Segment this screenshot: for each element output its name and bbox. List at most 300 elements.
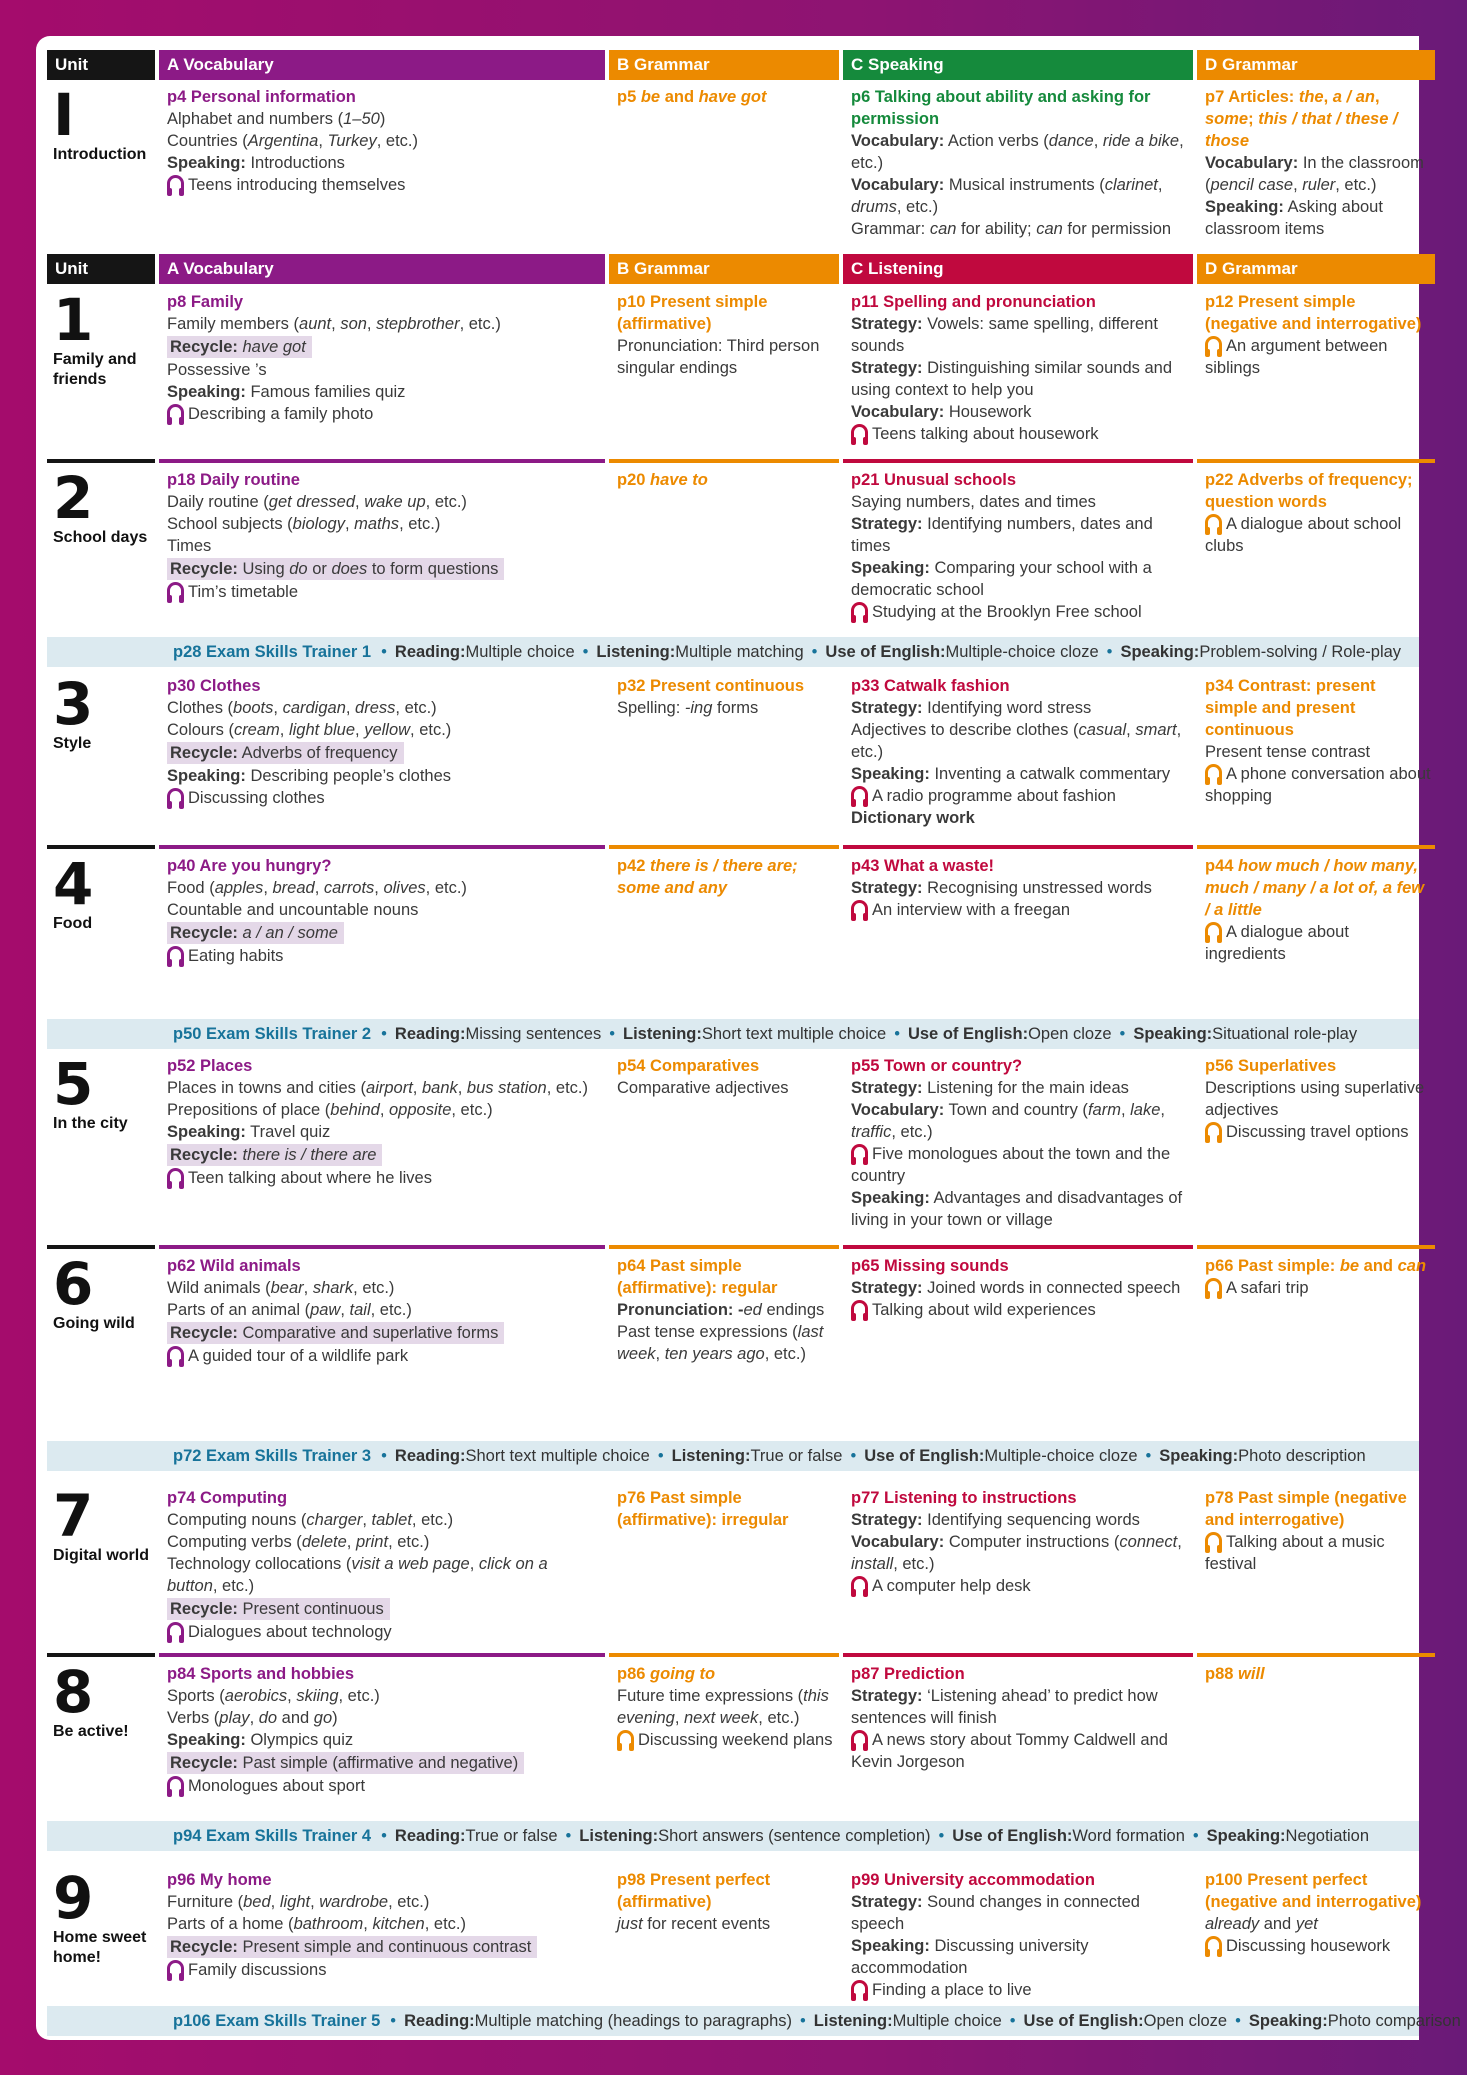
lesson-line: Speaking: Comparing your school with a democratic school: [851, 559, 1152, 599]
headphones-icon: [167, 404, 184, 421]
lesson-line: Strategy: Identifying word stress: [851, 699, 1092, 717]
lesson-line: Talking about wild experiences: [851, 1299, 1189, 1321]
lesson-line: A radio programme about fashion: [851, 785, 1189, 807]
lesson-line: just for recent events: [617, 1915, 771, 1933]
unit-col-d: [1197, 1653, 1435, 1797]
lesson-line: Speaking: Introductions: [167, 154, 345, 172]
lesson-line: Strategy: Identifying numbers, dates and times: [851, 515, 1153, 555]
exam-skills-trainer-bar: [47, 1821, 1419, 1851]
trainer-skill-label: Listening:: [671, 1446, 751, 1465]
recycle-line: Recycle: Using do or does to form questions: [167, 557, 601, 581]
lesson-title: p96 My home: [167, 1871, 272, 1889]
bullet-separator: •: [1192, 1826, 1199, 1845]
trainer-skill-value: Multiple-choice cloze: [984, 1446, 1138, 1465]
unit-row: [47, 1245, 1427, 1367]
unit-col-d: [1197, 1863, 1435, 2001]
unit-number: 5: [53, 1050, 94, 1118]
recycle-line: Recycle: have got: [167, 335, 601, 359]
lesson-line: Vocabulary: Computer instructions (connect, install, etc.): [851, 1533, 1182, 1573]
lesson-line: Pronunciation: -ed endings: [617, 1301, 825, 1319]
lesson-line: Discussing weekend plans: [617, 1729, 835, 1751]
lesson-line: Discussing clothes: [167, 787, 601, 809]
lesson-title: p64 Past simple (affirmative): regular: [617, 1257, 778, 1297]
unit-col-d: [1197, 669, 1435, 829]
lesson-title: p44 how much / how many, much / many / a lot of, a few / a little: [1205, 857, 1425, 919]
unit-col-b: [609, 1653, 839, 1797]
lesson-title: p74 Computing: [167, 1489, 288, 1507]
lesson-title: p11 Spelling and pronunciation: [851, 293, 1096, 311]
lesson-title: p86 going to: [617, 1665, 716, 1683]
trainer-skill-label: Speaking:: [1159, 1446, 1239, 1465]
bullet-separator: •: [609, 1024, 616, 1043]
headphones-icon: [1205, 1936, 1222, 1953]
bullet-separator: •: [800, 2011, 806, 2030]
trainer-skill-label: Use of English:: [1023, 2011, 1144, 2030]
lesson-line: Past tense expressions (last week, ten years ago, etc.): [617, 1323, 824, 1363]
headphones-icon: [1205, 1278, 1222, 1295]
lesson-line: Describing a family photo: [167, 403, 601, 425]
recycle-line: Recycle: Present simple and continuous contrast: [167, 1935, 601, 1959]
trainer-skill-value: Missing sentences: [465, 1024, 602, 1043]
trainer-skill-value: Short text multiple choice: [701, 1024, 887, 1043]
exam-skills-trainer-bar: [47, 2006, 1461, 2036]
unit-col-a: [159, 845, 605, 967]
lesson-line: Finding a place to live: [851, 1979, 1189, 2001]
unit-row: [47, 459, 1419, 623]
trainer-title: p94 Exam Skills Trainer 4: [173, 1826, 372, 1845]
recycle-line: Recycle: Present continuous: [167, 1597, 601, 1621]
contents-page: [36, 36, 1461, 2040]
unit-col-d: [1197, 459, 1435, 623]
unit-name: Introduction: [53, 146, 147, 163]
lesson-line: A safari trip: [1205, 1277, 1431, 1299]
lesson-line: School subjects (biology, maths, etc.): [167, 515, 441, 533]
lesson-line: Food (apples, bread, carrots, olives, etc.): [167, 879, 467, 897]
unit-row: [47, 1049, 1425, 1231]
bullet-separator: •: [894, 1024, 900, 1043]
lesson-line: Speaking: Asking about classroom items: [1205, 198, 1383, 238]
lesson-line: Countable and uncountable nouns: [167, 901, 419, 919]
lesson-title: p18 Daily routine: [167, 471, 300, 489]
unit-number: 2: [53, 464, 94, 532]
headphones-icon: [167, 1776, 184, 1793]
headphones-icon: [851, 900, 868, 917]
trainer-skill-value: Multiple matching: [675, 642, 804, 661]
unit-col-c: [843, 1049, 1193, 1231]
trainer-title: p106 Exam Skills Trainer 5: [173, 2011, 381, 2030]
unit-col-c: [843, 1863, 1193, 2001]
lesson-title: p99 University accommodation: [851, 1871, 1095, 1889]
lesson-line: A dialogue about school clubs: [1205, 515, 1402, 555]
lesson-line: Teen talking about where he lives: [167, 1167, 601, 1189]
unit-cell: [47, 285, 155, 445]
headphones-icon: [167, 946, 184, 963]
bullet-separator: •: [390, 2011, 397, 2030]
headphones-icon: [167, 788, 184, 805]
lesson-line: Future time expressions (this evening, next week, etc.): [617, 1687, 829, 1727]
lesson-line: Vocabulary: Action verbs (dance, ride a bike, etc.): [851, 132, 1184, 172]
lesson-line: Alphabet and numbers (1–50): [167, 110, 386, 128]
lesson-title: p88 will: [1205, 1665, 1265, 1683]
lesson-title: p56 Superlatives: [1205, 1057, 1337, 1075]
unit-col-d: [1197, 1245, 1435, 1367]
lesson-title: p8 Family: [167, 293, 244, 311]
unit-col-c: [843, 80, 1193, 240]
trainer-skill-value: Negotiation: [1285, 1826, 1370, 1845]
bullet-separator: •: [381, 642, 387, 661]
lesson-line: already and yet: [1205, 1915, 1318, 1933]
unit-col-c: [843, 459, 1193, 623]
lesson-line: A dialogue about ingredients: [1205, 923, 1349, 963]
lesson-line: Strategy: Listening for the main ideas: [851, 1079, 1129, 1097]
bullet-separator: •: [657, 1446, 664, 1465]
lesson-title: p43 What a waste!: [851, 857, 995, 875]
lesson-line: Dictionary work: [851, 809, 975, 827]
lesson-line: Parts of a home (bathroom, kitchen, etc.): [167, 1915, 466, 1933]
headphones-icon: [167, 1960, 184, 1977]
lesson-line: Dialogues about technology: [167, 1621, 601, 1643]
lesson-title: p21 Unusual schools: [851, 471, 1017, 489]
lesson-line: Eating habits: [167, 945, 601, 967]
unit-name: Style: [53, 735, 92, 752]
lesson-line: Strategy: Identifying sequencing words: [851, 1511, 1140, 1529]
trainer-skill-label: Use of English:: [952, 1826, 1073, 1845]
lesson-line: A news story about Tommy Caldwell and Kevin Jorgeson: [851, 1731, 1168, 1771]
lesson-line: Saying numbers, dates and times: [851, 493, 1096, 511]
lesson-line: Teens talking about housework: [851, 423, 1189, 445]
header-col-b: B Grammar: [609, 254, 839, 284]
header-col-a: A Vocabulary: [159, 50, 605, 80]
lesson-line: Comparative adjectives: [617, 1079, 789, 1097]
unit-col-c: [843, 669, 1193, 829]
lesson-title: p87 Prediction: [851, 1665, 965, 1683]
lesson-line: Studying at the Brooklyn Free school: [851, 601, 1189, 623]
lesson-line: Times: [167, 537, 212, 555]
trainer-skill-label: Speaking:: [1120, 642, 1200, 661]
recycle-line: Recycle: Comparative and superlative forms: [167, 1321, 601, 1345]
headphones-icon: [851, 1300, 868, 1317]
unit-col-d: [1197, 845, 1435, 967]
trainer-skill-label: Reading:: [394, 642, 466, 661]
lesson-line: Daily routine (get dressed, wake up, etc.): [167, 493, 467, 511]
unit-cell: [47, 80, 155, 240]
lesson-title: p34 Contrast: present simple and present continuous: [1205, 677, 1376, 739]
headphones-icon: [1205, 922, 1222, 939]
trainer-skill-value: Multiple choice: [892, 2011, 1002, 2030]
bullet-separator: •: [381, 1024, 387, 1043]
unit-col-a: [159, 459, 605, 623]
header-col-b: B Grammar: [609, 50, 839, 80]
headphones-icon: [1205, 336, 1222, 353]
lesson-line: Prepositions of place (behind, opposite, etc.): [167, 1101, 493, 1119]
unit-name: Home sweet home!: [53, 1929, 147, 1966]
unit-col-d: [1197, 1049, 1435, 1231]
lesson-title: p20 have to: [617, 471, 708, 489]
bullet-separator: •: [381, 1446, 387, 1465]
lesson-title: p12 Present simple (negative and interrogative): [1205, 293, 1422, 333]
lesson-line: Pronunciation: Third person singular endings: [617, 337, 820, 377]
trainer-title: p50 Exam Skills Trainer 2: [173, 1024, 372, 1043]
lesson-line: Monologues about sport: [167, 1775, 601, 1797]
bullet-separator: •: [1145, 1446, 1152, 1465]
unit-cell: [47, 1653, 155, 1797]
headphones-icon: [851, 786, 868, 803]
unit-number: 9: [53, 1864, 94, 1932]
unit-row: [47, 1863, 1422, 2001]
lesson-line: Technology collocations (visit a web page, click on a button, etc.): [167, 1555, 548, 1595]
lesson-line: A computer help desk: [851, 1575, 1189, 1597]
trainer-skill-value: Short text multiple choice: [465, 1446, 650, 1465]
lesson-line: Discussing housework: [1205, 1935, 1431, 1957]
lesson-line: Strategy: Joined words in connected speech: [851, 1279, 1181, 1297]
trainer-skill-value: True or false: [750, 1446, 843, 1465]
trainer-skill-value: Short answers (sentence completion): [658, 1826, 931, 1845]
lesson-line: Computing verbs (delete, print, etc.): [167, 1533, 430, 1551]
headphones-icon: [167, 582, 184, 599]
trainer-skill-value: Multiple-choice cloze: [945, 642, 1099, 661]
unit-col-a: [159, 669, 605, 829]
unit-row: [47, 80, 1424, 240]
lesson-line: Possessive ’s: [167, 361, 267, 379]
lesson-title: p30 Clothes: [167, 677, 261, 695]
unit-name: Family and friends: [53, 351, 137, 388]
headphones-icon: [851, 1980, 868, 1997]
trainer-title: p72 Exam Skills Trainer 3: [173, 1446, 372, 1465]
lesson-line: Spelling: -ing forms: [617, 699, 759, 717]
exam-skills-trainer-bar: [47, 1019, 1419, 1049]
unit-col-a: [159, 80, 605, 240]
unit-cell: [47, 669, 155, 829]
lesson-line: Clothes (boots, cardigan, dress, etc.): [167, 699, 437, 717]
unit-row: [47, 1481, 1419, 1643]
unit-col-a: [159, 1481, 605, 1643]
unit-cell: [47, 1863, 155, 2001]
header-unit: Unit: [47, 254, 155, 284]
unit-number: 4: [53, 850, 94, 918]
trainer-skill-value: Photo description: [1238, 1446, 1366, 1465]
unit-number: 3: [53, 670, 94, 738]
lesson-line: Furniture (bed, light, wardrobe, etc.): [167, 1893, 430, 1911]
unit-cell: [47, 1245, 155, 1367]
trainer-skill-value: Multiple choice: [465, 642, 575, 661]
headphones-icon: [851, 602, 868, 619]
lesson-line: Speaking: Olympics quiz: [167, 1731, 354, 1749]
bullet-separator: •: [1235, 2011, 1241, 2030]
trainer-skill-label: Reading:: [394, 1826, 466, 1845]
exam-skills-trainer-bar: [47, 1441, 1419, 1471]
trainer-skill-label: Listening:: [579, 1826, 659, 1845]
unit-col-b: [609, 285, 839, 445]
lesson-line: Talking about a music festival: [1205, 1533, 1385, 1573]
unit-row: [47, 285, 1422, 445]
trainer-skill-value: Photo comparison: [1327, 2011, 1461, 2030]
lesson-line: Family discussions: [167, 1959, 601, 1981]
lesson-title: p78 Past simple (negative and interrogative): [1205, 1489, 1407, 1529]
headphones-icon: [851, 1576, 868, 1593]
unit-col-b: [609, 459, 839, 623]
headphones-icon: [1205, 764, 1222, 781]
lesson-line: An argument between siblings: [1205, 337, 1388, 377]
lesson-line: Adjectives to describe clothes (casual, smart, etc.): [851, 721, 1182, 761]
lesson-line: Family members (aunt, son, stepbrother, etc.): [167, 315, 501, 333]
lesson-line: Speaking: Famous families quiz: [167, 383, 406, 401]
lesson-line: Speaking: Travel quiz: [167, 1123, 331, 1141]
lesson-line: Strategy: ‘Listening ahead’ to predict how sentences will finish: [851, 1687, 1158, 1727]
lesson-title: p55 Town or country?: [851, 1057, 1023, 1075]
unit-name: Be active!: [53, 1723, 129, 1740]
header-col-d: D Grammar: [1197, 254, 1435, 284]
recycle-line: Recycle: a / an / some: [167, 921, 601, 945]
header-col-a: A Vocabulary: [159, 254, 605, 284]
unit-col-a: [159, 1049, 605, 1231]
unit-number: 8: [53, 1658, 94, 1726]
trainer-skill-value: True or false: [465, 1826, 558, 1845]
lesson-line: Descriptions using superlative adjectives: [1205, 1079, 1425, 1119]
headphones-icon: [1205, 1532, 1222, 1549]
lesson-line: Verbs (play, do and go): [167, 1709, 338, 1727]
unit-number: 1: [53, 286, 94, 354]
lesson-line: Speaking: Advantages and disadvantages of living in your town or village: [851, 1189, 1183, 1229]
unit-name: Going wild: [53, 1315, 135, 1332]
trainer-skill-label: Use of English:: [825, 642, 946, 661]
lesson-line: Places in towns and cities (airport, bank, bus station, etc.): [167, 1079, 588, 1097]
trainer-skill-label: Use of English:: [864, 1446, 985, 1465]
lesson-line: Discussing travel options: [1205, 1121, 1431, 1143]
lesson-line: Countries (Argentina, Turkey, etc.): [167, 132, 418, 150]
trainer-skill-label: Listening:: [623, 1024, 702, 1043]
unit-name: In the city: [53, 1115, 128, 1132]
unit-col-c: [843, 285, 1193, 445]
lesson-title: p5 be and have got: [617, 88, 767, 106]
trainer-skill-value: Word formation: [1072, 1826, 1185, 1845]
lesson-title: p22 Adverbs of frequency; question words: [1205, 471, 1413, 511]
lesson-title: p65 Missing sounds: [851, 1257, 1009, 1275]
trainer-skill-value: Problem-solving / Role-play: [1199, 642, 1402, 661]
bullet-separator: •: [1106, 642, 1113, 661]
header-unit: Unit: [47, 50, 155, 80]
lesson-title: p52 Places: [167, 1057, 253, 1075]
unit-col-c: [843, 1481, 1193, 1643]
unit-number: 7: [53, 1482, 94, 1550]
lesson-title: p98 Present perfect (affirmative): [617, 1871, 771, 1911]
unit-row: [47, 845, 1425, 967]
lesson-title: p10 Present simple (affirmative): [617, 293, 768, 333]
lesson-line: Tim’s timetable: [167, 581, 601, 603]
trainer-skill-label: Reading:: [394, 1446, 466, 1465]
trainer-skill-value: Multiple matching (headings to paragraphs): [474, 2011, 793, 2030]
bullet-separator: •: [938, 1826, 945, 1845]
headphones-icon: [851, 1730, 868, 1747]
unit-col-a: [159, 1245, 605, 1367]
trainer-skill-value: Open cloze: [1028, 1024, 1112, 1043]
trainer-skill-label: Reading:: [404, 2011, 475, 2030]
lesson-line: Wild animals (bear, shark, etc.): [167, 1279, 395, 1297]
lesson-line: An interview with a freegan: [851, 899, 1189, 921]
trainer-skill-value: Situational role-play: [1212, 1024, 1358, 1043]
lesson-line: Speaking: Inventing a catwalk commentary: [851, 765, 1171, 783]
lesson-line: Grammar: can for ability; can for permission: [851, 220, 1172, 238]
lesson-line: Present tense contrast: [1205, 743, 1371, 761]
lesson-line: Strategy: Sound changes in connected speech: [851, 1893, 1140, 1933]
bullet-separator: •: [582, 642, 589, 661]
bullet-separator: •: [811, 642, 818, 661]
unit-col-a: [159, 1863, 605, 2001]
unit-number: I: [53, 81, 75, 149]
lesson-line: Parts of an animal (paw, tail, etc.): [167, 1301, 412, 1319]
trainer-skill-label: Use of English:: [907, 1024, 1029, 1043]
lesson-title: p42 there is / there are; some and any: [617, 857, 798, 897]
lesson-line: Vocabulary: In the classroom (pencil case, ruler, etc.): [1205, 154, 1424, 194]
unit-col-d: [1197, 285, 1435, 445]
unit-col-b: [609, 80, 839, 240]
unit-col-c: [843, 1245, 1193, 1367]
lesson-line: Speaking: Discussing university accommodation: [851, 1937, 1089, 1977]
trainer-skill-label: Listening:: [813, 2011, 893, 2030]
header-col-c: C Listening: [843, 254, 1193, 284]
unit-name: Food: [53, 915, 93, 932]
exam-skills-trainer-bar: [47, 637, 1419, 667]
trainer-skill-label: Speaking:: [1206, 1826, 1286, 1845]
lesson-title: p66 Past simple: be and can: [1205, 1257, 1427, 1275]
lesson-title: p32 Present continuous: [617, 677, 805, 695]
lesson-line: Vocabulary: Housework: [851, 403, 1032, 421]
recycle-line: Recycle: there is / there are: [167, 1143, 601, 1167]
unit-col-d: [1197, 80, 1435, 240]
unit-col-b: [609, 1245, 839, 1367]
lesson-title: p54 Comparatives: [617, 1057, 760, 1075]
trainer-skill-label: Listening:: [596, 642, 676, 661]
lesson-line: Vocabulary: Musical instruments (clarinet, drums, etc.): [851, 176, 1163, 216]
lesson-line: A guided tour of a wildlife park: [167, 1345, 601, 1367]
bullet-separator: •: [381, 1826, 387, 1845]
headphones-icon: [167, 1346, 184, 1363]
unit-cell: [47, 1481, 155, 1643]
unit-col-a: [159, 285, 605, 445]
header-row-1: [47, 50, 1419, 80]
trainer-skill-label: Speaking:: [1133, 1024, 1213, 1043]
unit-col-b: [609, 1481, 839, 1643]
recycle-line: Recycle: Past simple (affirmative and negative): [167, 1751, 601, 1775]
bullet-separator: •: [565, 1826, 572, 1845]
unit-row: [47, 1653, 1419, 1797]
lesson-line: Strategy: Recognising unstressed words: [851, 879, 1152, 897]
lesson-title: p62 Wild animals: [167, 1257, 301, 1275]
trainer-title: p28 Exam Skills Trainer 1: [173, 642, 372, 661]
bullet-separator: •: [1009, 2011, 1016, 2030]
bullet-separator: •: [1119, 1024, 1126, 1043]
lesson-title: p4 Personal information: [167, 88, 356, 106]
lesson-title: p6 Talking about ability and asking for permission: [851, 88, 1151, 128]
unit-row: [47, 669, 1431, 829]
unit-number: 6: [53, 1250, 94, 1318]
headphones-icon: [1205, 514, 1222, 531]
lesson-line: Teens introducing themselves: [167, 174, 601, 196]
header-row-2: [47, 254, 1419, 284]
headphones-icon: [617, 1730, 634, 1747]
unit-col-b: [609, 1049, 839, 1231]
unit-col-c: [843, 1653, 1193, 1797]
lesson-line: Strategy: Vowels: same spelling, different sounds: [851, 315, 1158, 355]
headphones-icon: [851, 1144, 868, 1161]
lesson-title: p40 Are you hungry?: [167, 857, 332, 875]
lesson-line: Sports (aerobics, skiing, etc.): [167, 1687, 380, 1705]
lesson-title: p100 Present perfect (negative and interrogative): [1205, 1871, 1422, 1911]
unit-col-c: [843, 845, 1193, 967]
headphones-icon: [167, 1622, 184, 1639]
unit-col-a: [159, 1653, 605, 1797]
unit-cell: [47, 1049, 155, 1231]
headphones-icon: [167, 1168, 184, 1185]
